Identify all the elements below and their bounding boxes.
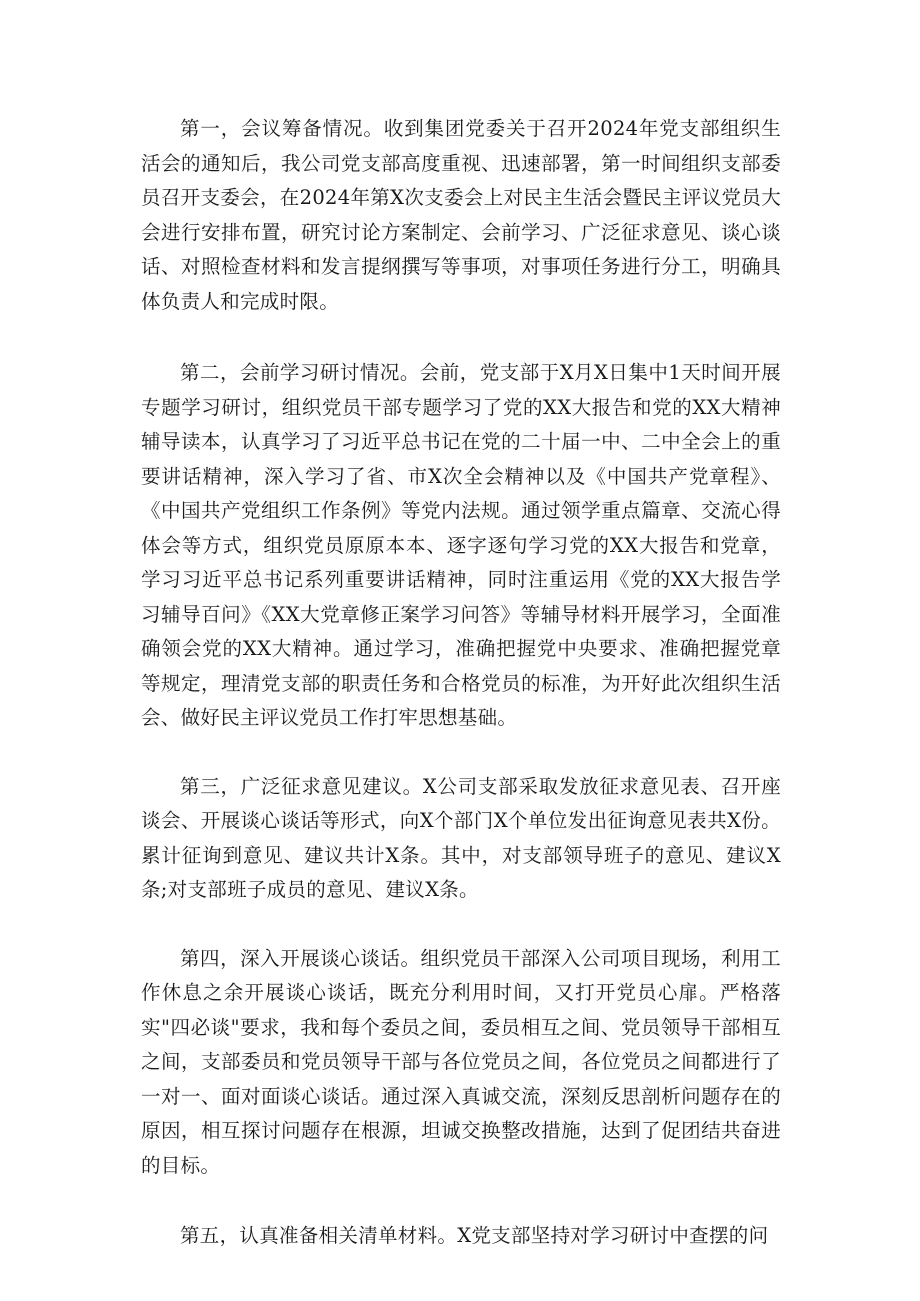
paragraph-prepare-materials: 第五，认真准备相关清单材料。X党支部坚持对学习研讨中查摆的问 [180,1224,769,1247]
document-body [141,112,781,1254]
paragraph-study-discussion: 第二，会前学习研讨情况。会前，党支部于X月X日集中1天时间开展专题学习研讨，组织党员干部专题学习了党的XX大报告和党的XX大精神辅导读本，认真学习了习近平总书记在党的二十届一中、二中全会上的重要讲话精神，深入学习了省、市X次全会精神以及《中国共产党章程》、《中国共产党组织工作条例》等党内法规。通过领学重点篇章、交流心得体会等方式，组织党员原原本本、逐字逐句学习党的XX大报告和党章，学习习近平总书记系列重要讲话精神，同时注重运用《党的XX大报告学习辅导百问》《XX大党章修正案学习问答》等辅导材料开展学习，全面准确领会党的XX大精神。通过学习，准确把握党中央要求、准确把握党章等规定，理清党支部的职责任务和合格党员的标准，为开好此次组织生活会、做好民主评议党员工作打牢思想基础。 [141,361,781,729]
paragraph-heart-to-heart-talks: 第四，深入开展谈心谈话。组织党员干部深入公司项目现场，利用工作休息之余开展谈心谈话，既充分利用时间，又打开党员心扉。严格落实"四必谈"要求，我和每个委员之间，委员相互之间、党员领导干部相互之间，支部委员和党员领导干部与各位党员之间，各位党员之间都进行了一对一、面对面谈心谈话。通过深入真诚交流，深刻反思剖析问题存在的原因，相互探讨问题存在根源，坦诚交换整改措施，达到了促团结共奋进的目标。 [141,946,781,1177]
paragraph-meeting-preparation: 第一，会议筹备情况。收到集团党委关于召开2024年党支部组织生活会的通知后，我公司党支部高度重视、迅速部署，第一时间组织支部委员召开支委会，在2024年第X次支委会上对民主生活会暨民主评议党员大会进行安排布置，研究讨论方案制定、会前学习、广泛征求意见、谈心谈话、对照检查材料和发言提纲撰写等事项，对事项任务进行分工，明确具体负责人和完成时限。 [141,117,781,313]
paragraph-solicit-opinions: 第三，广泛征求意见建议。X公司支部采取发放征求意见表、召开座谈会、开展谈心谈话等形式，向X个部门X个单位发出征询意见表共X份。累计征询到意见、建议共计X条。其中，对支部领导班子的意见、建议X条;对支部班子成员的意见、建议X条。 [141,774,781,901]
